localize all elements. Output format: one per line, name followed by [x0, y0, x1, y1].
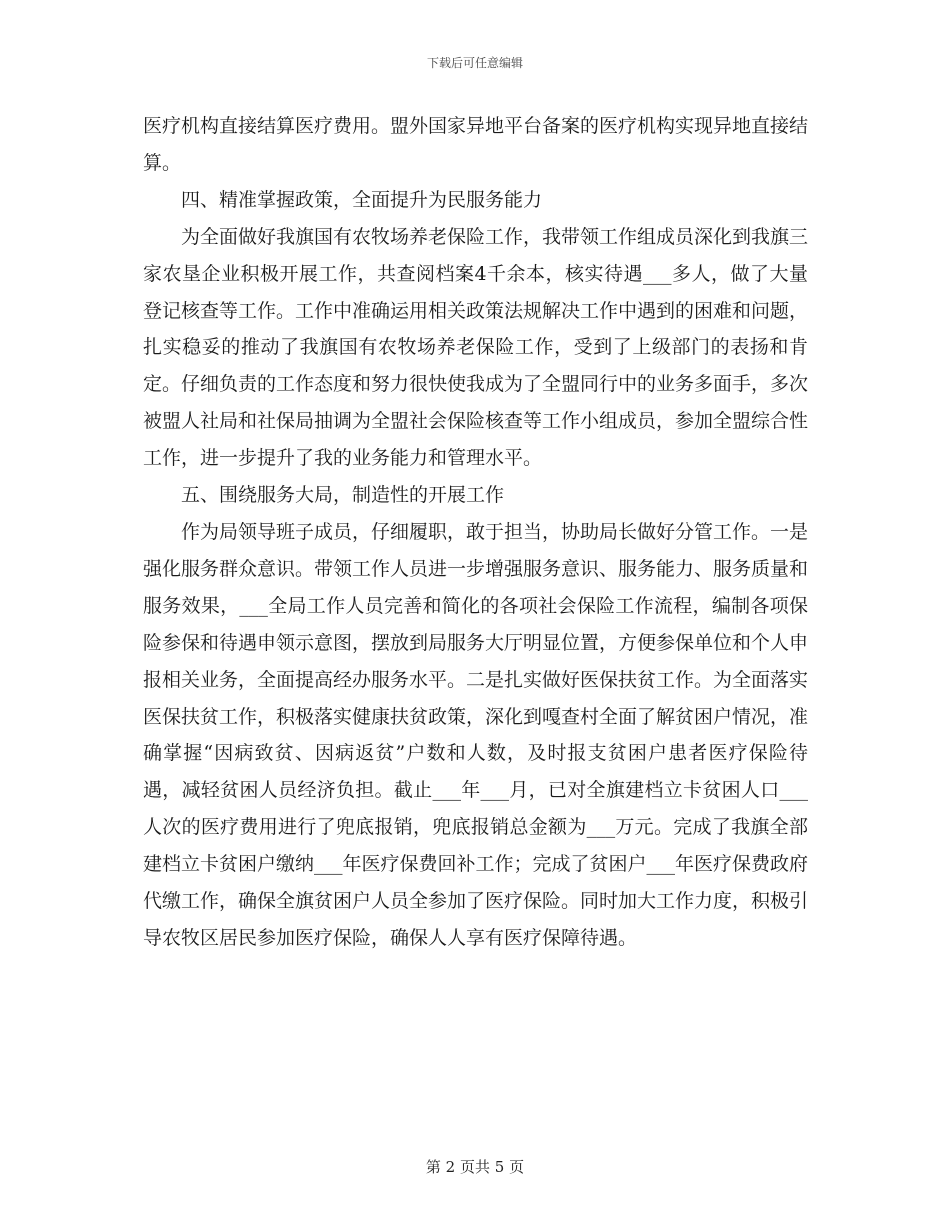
- page-footer: 第 2 页共 5 页: [425, 1158, 525, 1176]
- paragraph-continuation: 医疗机构直接结算医疗费用。盟外国家异地平台备案的医疗机构实现异地直接结算。: [143, 115, 809, 174]
- page-header: 下载后可任意编辑: [426, 56, 523, 70]
- section-heading-4: 四、精准掌握政策，全面提升为民服务能力: [181, 188, 543, 211]
- document-body: [143, 108, 808, 957]
- paragraph-section-4: 为全面做好我旗国有农牧场养老保险工作，我带领工作组成员深化到我旗三家农垦企业积极开展工作，共查阅档案4千余本，核实待遇___多人，做了大量登记核查等工作。工作中准确运用相关政策法规解决工作中遇到的困难和问题，扎实稳妥的推动了我旗国有农牧场养老保险工作，受到了上级部门的表扬和肯定。仔细负责的工作态度和努力很快使我成为了全盟同行中的业务多面手，多次被盟人社局和社保局抽调为全盟社会保险核查等工作小组成员，参加全盟综合性工作，进一步提升了我的业务能力和管理水平。: [143, 225, 809, 470]
- paragraph-section-5: 作为局领导班子成员，仔细履职，敢于担当，协助局长做好分管工作。一是强化服务群众意识。带领工作人员进一步增强服务意识、服务能力、服务质量和服务效果，___全局工作人员完善和简化的各项社会保险工作流程，编制各项保险参保和待遇申领示意图，摆放到局服务大厅明显位置，方便参保单位和个人申报相关业务，全面提高经办服务水平。二是扎实做好医保扶贫工作。为全面落实医保扶贫工作，积极落实健康扶贫政策，深化到嘎查村全面了解贫困户情况，准确掌握“因病致贫、因病返贫”户数和人数，及时报支贫困户患者医疗保险待遇，减轻贫困人员经济负担。截止___年___月，已对全旗建档立卡贫困人口___人次的医疗费用进行了兜底报销，兜底报销总金额为___万元。完成了我旗全部建档立卡贫困户缴纳___年医疗保费回补工作；完成了贫困户___年医疗保费政府代缴工作，确保全旗贫困户人员全参加了医疗保险。同时加大工作力度，积极引导农牧区居民参加医疗保险，确保人人享有医疗保障待遇。: [143, 520, 809, 949]
- section-heading-5: 五、围绕服务大局，制造性的开展工作: [181, 484, 505, 507]
